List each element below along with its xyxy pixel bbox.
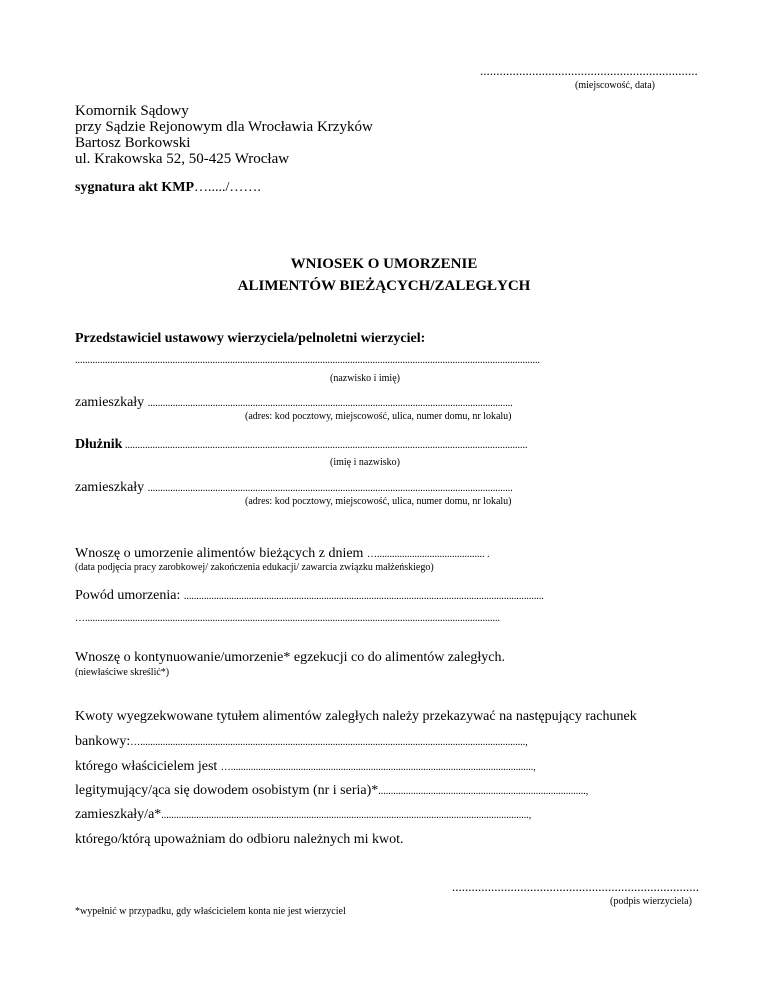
- creditor-address-label: zamieszkały: [75, 395, 148, 410]
- case-ref-label: sygnatura akt KMP: [75, 180, 194, 195]
- creditor-address-row: [75, 395, 655, 411]
- case-ref-value[interactable]: …...../…….: [194, 180, 261, 195]
- document-title-line1: WNIOSEK O UMORZENIE: [290, 256, 478, 272]
- bank-address-label: zamieszkały/a*: [75, 807, 162, 822]
- request-current-caption: (data podjęcia pracy zarobkowej/ zakończenia edukacji/ zawarcia związku małżeńskiego): [75, 562, 434, 573]
- recipient-line: ul. Krakowska 52, 50-425 Wrocław: [75, 151, 290, 167]
- debtor-address-caption: (adres: kod pocztowy, miejscowość, ulica, numer domu, nr lokalu): [245, 496, 512, 507]
- request-current-date-field[interactable]: …........................................... .: [366, 549, 490, 560]
- debtor-label: Dłużnik: [75, 437, 123, 452]
- bank-owner-field[interactable]: ….........................................................................................................................,: [220, 762, 536, 773]
- signature-caption: (podpis wierzyciela): [610, 896, 692, 907]
- bank-account-label: bankowy:: [75, 734, 131, 749]
- creditor-address-field[interactable]: ..................................................................................................................................................: [147, 398, 513, 409]
- bank-authorize-text: którego/którą upoważniam do odbioru należnych mi kwot.: [75, 832, 404, 847]
- reason-label: Powód umorzenia:: [75, 588, 184, 603]
- debtor-address-field[interactable]: ..................................................................................................................................................: [147, 483, 513, 494]
- place-date-caption: (miejscowość, data): [575, 80, 655, 91]
- place-date-line[interactable]: ...................................................................: [480, 63, 698, 78]
- debtor-row: [75, 437, 655, 453]
- bank-id-label: legitymujący/ąca się dowodem osobistym (nr i seria)*: [75, 783, 379, 798]
- document-title-line2: ALIMENTÓW BIEŻĄCYCH/ZALEGŁYCH: [237, 278, 531, 294]
- request-arrears-text: Wnoszę o kontynuowanie/umorzenie* egzekucji co do alimentów zaległych.: [75, 650, 505, 665]
- bank-account-row: [75, 734, 657, 750]
- creditor-name-caption: (nazwisko i imię): [330, 373, 400, 384]
- debtor-name-caption: (imię i nazwisko): [330, 457, 400, 468]
- creditor-heading: Przedstawiciel ustawowy wierzyciela/pelnoletni wierzyciel:: [75, 331, 426, 346]
- bank-intro: Kwoty wyegzekwowane tytułem alimentów zaległych należy przekazywać na następujący rachunek: [75, 709, 637, 724]
- reason-field-line1[interactable]: ................................................................................................................................................: [183, 591, 544, 602]
- debtor-address-row: [75, 480, 655, 496]
- case-reference: [75, 180, 261, 196]
- request-arrears-caption: (niewłaściwe skreślić*): [75, 667, 170, 678]
- bank-id-field[interactable]: ...................................................................................,: [378, 786, 589, 797]
- bank-id-row: [75, 783, 657, 799]
- request-current-row: [75, 546, 489, 562]
- bank-address-row: [75, 807, 657, 823]
- creditor-name-field[interactable]: ..........................................................................................................................................................................................: [75, 355, 540, 366]
- reason-field-line2[interactable]: …......................................................................................................................................................................: [75, 613, 500, 624]
- reason-row: [75, 588, 655, 604]
- signature-line[interactable]: ............................................................................: [452, 879, 699, 894]
- creditor-address-caption: (adres: kod pocztowy, miejscowość, ulica, numer domu, nr lokalu): [245, 411, 512, 422]
- bank-owner-row: [75, 759, 657, 775]
- recipient-line: Komornik Sądowy: [75, 103, 189, 119]
- recipient-block: [75, 103, 373, 167]
- request-current-text: Wnoszę o umorzenie alimentów bieżących z dniem: [75, 546, 367, 561]
- debtor-address-label: zamieszkały: [75, 480, 148, 495]
- bank-address-field[interactable]: ...................................................................................................................................................,: [161, 810, 532, 821]
- debtor-name-field[interactable]: .................................................................................................................................................................: [122, 440, 528, 451]
- bank-account-field[interactable]: …..........................................................................................................................................................,: [130, 737, 528, 748]
- recipient-line: przy Sądzie Rejonowym dla Wrocławia Krzyków: [75, 119, 373, 135]
- recipient-line: Bartosz Borkowski: [75, 135, 191, 151]
- bank-owner-label: którego właścicielem jest: [75, 759, 221, 774]
- footnote: *wypełnić w przypadku, gdy właścicielem konta nie jest wierzyciel: [75, 906, 346, 917]
